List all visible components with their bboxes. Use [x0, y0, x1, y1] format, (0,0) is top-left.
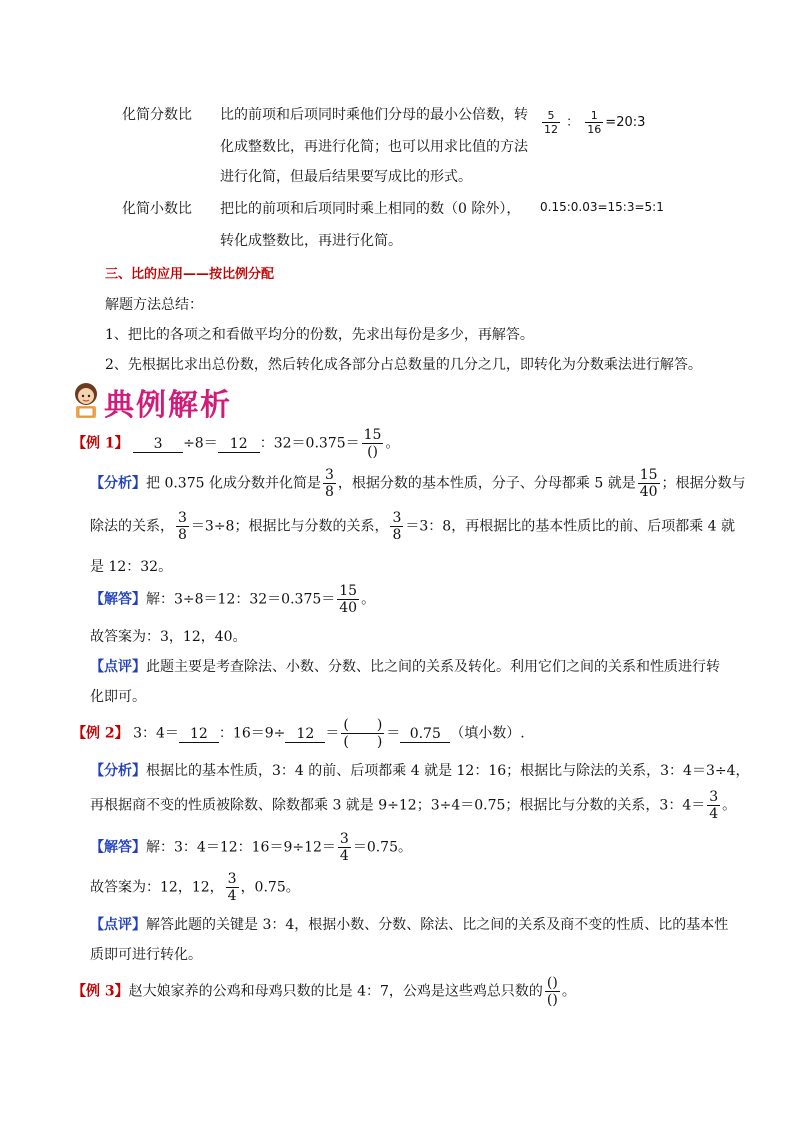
example-2-analysis-line2: 再根据商不变的性质被除数、除数都乘 3 就是 9÷12；3÷4＝0.75；根据比与分数的关系，3：4＝ $\frac{3}{4}$ 。 — [90, 789, 737, 822]
fraction: $\frac{15}{40}$ — [339, 583, 358, 616]
example-1-question: 【例 1】 3 ÷8＝ 12 ：32＝0.375＝ $\frac{15}{()}$ 。 — [72, 427, 400, 460]
fraction: $\frac{3}{4}$ — [709, 789, 719, 822]
example-1-analysis-line2: 除法的关系， $\frac{3}{8}$ ＝3÷8；根据比与分数的关系， $\frac{3}{8}$ ＝3：8，再根据比的基本性质比的前、后项都乘 4 就 — [90, 510, 736, 543]
row1-line2: 化成整数比，再进行化简；也可以用求比值的方法 — [220, 139, 528, 155]
example-1-comment-line1: 【点评】此题主要是考查除法、小数、分数、比之间的关系及转化。利用它们之间的关系和性质进行转 — [90, 659, 720, 675]
row1-line1: 比的前项和后项同时乘他们分母的最小公倍数，转 — [220, 107, 528, 123]
answer-blank: 12 — [218, 436, 260, 453]
example-3-question: 【例 3】赵大娘家养的公鸡和母鸡只数的比是 4：7，公鸡是这些鸡总只数的 $\frac{()}{()}$ 。 — [72, 975, 576, 1008]
example-2-final: 故答案为：12，12， $\frac{3}{4}$ ，0.75。 — [90, 871, 300, 904]
fraction: $\frac{()}{()}$ — [546, 975, 558, 1008]
fraction: $\frac{3}{4}$ — [339, 831, 349, 864]
row2-line2: 转化成整数比，再进行化简。 — [220, 233, 402, 249]
example-tag: 【例 1】 — [72, 435, 129, 452]
answer-blank: 12 — [179, 726, 219, 743]
fraction: $\frac{15}{()}$ — [363, 427, 382, 460]
example-1-final: 故答案为：3，12，40。 — [90, 629, 247, 645]
fraction: $\frac{3}{8}$ — [324, 467, 334, 500]
row1-line3: 进行化简，但最后结果要写成比的形式。 — [220, 169, 472, 185]
example-1-analysis-line1: 【分析】把 0.375 化成分数并化简是 $\frac{3}{8}$ ，根据分数的基本性质，分子、分母都乘 5 就是 $\frac{15}{40}$ ；根据分数与 — [90, 467, 746, 500]
answer-blank: 3 — [133, 436, 183, 453]
example-2-answer: 【解答】解：3：4＝12：16＝9÷12＝ $\frac{3}{4}$ ＝0.75。 — [90, 831, 412, 864]
row1-label: 化简分数比 — [122, 107, 192, 123]
example-2-question: 【例 2】 3：4＝ 12 ：16＝9÷ 12 ＝ $\frac{( )}{( )}$ ＝ 0.75 （填小数）. — [72, 717, 525, 750]
answer-blank: 0.75 — [400, 726, 450, 743]
summary-point-2: 2、先根据比求出总份数，然后转化成各部分占总数量的几分之几，即转化为分数乘法进行解答。 — [105, 357, 702, 373]
example-2-analysis-line1: 【分析】根据比的基本性质，3：4 的前、后项都乘 4 就是 12：16；根据比与除法的关系，3：4＝3÷4， — [90, 763, 750, 779]
fraction: $\frac{3}{8}$ — [392, 510, 402, 543]
row2-label: 化简小数比 — [122, 201, 192, 217]
summary-point-1: 1、把比的各项之和看做平均分的份数，先求出每份是多少，再解答。 — [105, 327, 534, 343]
mascot-icon — [70, 382, 102, 420]
row1-example: $\frac{5}{12}$ ： $\frac{1}{16}$ =20:3 — [544, 109, 646, 136]
example-1-analysis-line3: 是 12：32。 — [90, 559, 173, 575]
fraction: $\frac{1}{16}$ — [587, 109, 602, 136]
example-2-comment-line2: 质即可进行转化。 — [90, 947, 202, 963]
example-tag: 【例 2】 — [72, 725, 129, 742]
summary-title: 解题方法总结： — [105, 297, 203, 313]
example-tag: 【例 3】 — [72, 983, 129, 1000]
fraction: $\frac{15}{40}$ — [639, 467, 658, 500]
fraction: $\frac{( )}{( )}$ — [343, 717, 383, 750]
example-2-comment-line1: 【点评】解答此题的关键是 3：4，根据小数、分数、除法、比之间的关系及商不变的性质、比的基本性 — [90, 917, 729, 933]
example-1-comment-line2: 化即可。 — [90, 689, 146, 705]
fraction: $\frac{3}{8}$ — [178, 510, 187, 543]
section-heading: 三、比的应用——按比例分配 — [105, 267, 275, 282]
banner-title: 典例解析 — [104, 388, 232, 423]
example-1-answer: 【解答】解：3÷8＝12：32＝0.375＝ $\frac{15}{40}$ 。 — [90, 583, 376, 616]
fraction: $\frac{5}{12}$ — [544, 109, 558, 136]
fraction: $\frac{3}{4}$ — [227, 871, 237, 904]
row2-example: 0.15:0.03=15:3=5:1 — [540, 200, 664, 214]
answer-blank: 12 — [285, 726, 325, 743]
row2-line1: 把比的前项和后项同时乘上相同的数（0 除外）， — [220, 201, 521, 217]
